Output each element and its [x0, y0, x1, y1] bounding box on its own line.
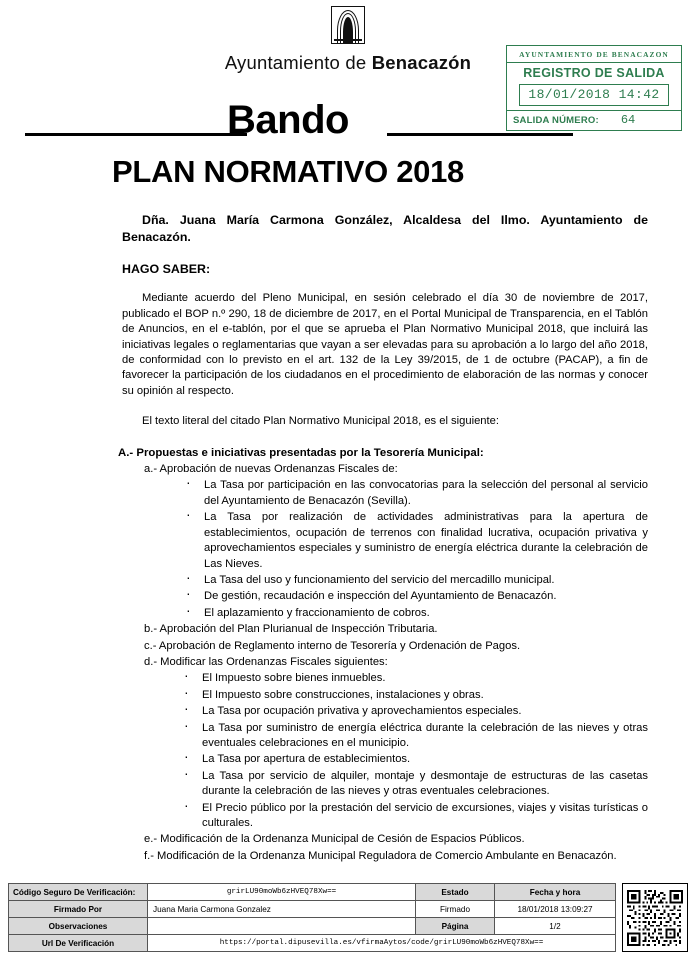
list-item: · El Impuesto sobre bienes inmuebles. — [184, 671, 648, 686]
pagina-label: Página — [416, 918, 495, 935]
qr-code-icon — [622, 883, 688, 952]
qr-code-graphic — [627, 890, 683, 946]
bando-title-row — [0, 98, 696, 150]
intro-text: Dña. Juana María Carmona González, Alcaldesa del Ilmo. Ayuntamiento de Benacazón. — [122, 213, 648, 244]
table-row — [9, 935, 616, 952]
fecha-label: Fecha y hora — [495, 884, 616, 901]
paragraph-2: El texto literal del citado Plan Normativo Municipal 2018, es el siguiente: — [142, 415, 499, 428]
estado-value: Firmado — [416, 901, 495, 918]
observations-value — [148, 918, 416, 935]
pagina-value: 1/2 — [495, 918, 616, 935]
stamp-salida-number: 64 — [620, 113, 636, 127]
observations-label: Observaciones — [9, 918, 148, 935]
table-row — [9, 901, 616, 918]
list-item: · La Tasa por suministro de energía eléctrica durante la celebración de las nieves y otras eventuales celebraciones en el municipio. — [184, 721, 648, 752]
item-b: b.- Aprobación del Plan Plurianual de Inspección Tributaria. — [144, 623, 438, 636]
list-item: · De gestión, recaudación e inspección del Ayuntamiento de Benacazón. — [186, 589, 648, 604]
bando-title: Bando — [227, 98, 349, 142]
item-f: f.- Modificación de la Ordenanza Municipal Reguladora de Comercio Ambulante en Benacazón. — [144, 849, 617, 862]
list-item: · La Tasa por apertura de establecimientos. — [184, 752, 648, 767]
verification-table — [8, 883, 616, 952]
list-item: · La Tasa por realización de actividades administrativas para la apertura de establecimientos, ocupación de terrenos con finalidad lucrativa, ocupación privativa y aprovechamientos especiales y suministro de energía eléctrica durante la celebración de Las Nieves. — [186, 510, 648, 572]
bullet-list-d — [122, 671, 648, 831]
list-item: · La Tasa del uso y funcionamiento del servicio del mercadillo municipal. — [186, 573, 648, 588]
document-body — [118, 212, 648, 864]
hago-saber-heading: HAGO SABER: — [122, 262, 211, 276]
list-item: · La Tasa por participación en las convocatorias para la selección del personal al servicio del Ayuntamiento de Benacazón (Sevilla). — [186, 478, 648, 509]
list-item: · El aplazamiento y fraccionamiento de cobros. — [186, 606, 648, 621]
stamp-datetime: 18/01/2018 14:42 — [519, 84, 669, 106]
item-c: c.- Aprobación de Reglamento interno de Tesorería y Ordenación de Pagos. — [144, 639, 521, 652]
signed-by-label: Firmado Por — [9, 901, 148, 918]
item-a: a.- Aprobación de nuevas Ordenanzas Fiscales de: — [144, 463, 398, 476]
section-a-heading: A.- Propuestas e iniciativas presentadas por la Tesorería Municipal: — [118, 446, 484, 459]
csv-value: grirLU90moWb6zHVEQ78Xw== — [148, 884, 416, 901]
bullet-list-a — [122, 478, 648, 621]
url-value[interactable]: https://portal.dipusevilla.es/vfirmaAytos/code/grirLU90moWb6zHVEQ78Xw== — [148, 935, 616, 952]
table-row — [9, 918, 616, 935]
organization-prefix: Ayuntamiento de — [224, 52, 372, 73]
stamp-org-line: AYUNTAMIENTO DE BENACAZON — [507, 48, 681, 63]
estado-label: Estado — [416, 884, 495, 901]
crest-container — [0, 0, 696, 49]
verification-footer — [8, 883, 688, 952]
list-item: · La Tasa por ocupación privativa y aprovechamientos especiales. — [184, 704, 648, 719]
item-e: e.- Modificación de la Ordenanza Municipal de Cesión de Espacios Públicos. — [144, 833, 525, 846]
signed-by-value: Juana Maria Carmona Gonzalez — [148, 901, 416, 918]
table-row — [9, 884, 616, 901]
list-item: · La Tasa por servicio de alquiler, montaje y desmontaje de estructuras de las casetas durante la celebración de las nieves y otras eventuales celebraciones. — [184, 769, 648, 800]
stamp-title: REGISTRO DE SALIDA — [523, 66, 665, 80]
url-label: Url De Verificación — [9, 935, 148, 952]
list-item: · El Precio público por la prestación del servicio de excursiones, viajes y visitas turísticas o culturales. — [184, 801, 648, 832]
plan-title: PLAN NORMATIVO 2018 — [111, 154, 464, 189]
arch-crest-icon — [331, 6, 365, 44]
list-item: · El Impuesto sobre construcciones, instalaciones y obras. — [184, 688, 648, 703]
stamp-salida-label: SALIDA NÚMERO: — [513, 115, 599, 126]
organization-town: Benacazón — [371, 52, 472, 73]
item-d: d.- Modificar las Ordenanzas Fiscales siguientes: — [144, 655, 388, 668]
fecha-value: 18/01/2018 13:09:27 — [495, 901, 616, 918]
intro-paragraph — [122, 212, 648, 246]
csv-label: Código Seguro De Verificación: — [9, 884, 148, 901]
paragraph-1: Mediante acuerdo del Pleno Municipal, en sesión celebrado el día 30 de noviembre de 2017, publicado el BOP n.º 290, 18 de diciembre de 2017, en el Portal Municipal de Transparencia, en el Tablón de Anuncios, en el e-tablón, por el que se aprueba el Plan Normativo Municipal 2018, que incluirá las iniciativas legales o reglamentarias que vayan a ser elevadas para su aprobación a lo largo del año 2018, de conformidad con lo previsto en el art. 132 de la Ley 39/2015, de 1 de octubre (PACAP), a fin de favorecer la participación de los ciudadanos en el procedimiento de elaboración de las normas y conocer su opinión al respecto. — [122, 292, 648, 397]
